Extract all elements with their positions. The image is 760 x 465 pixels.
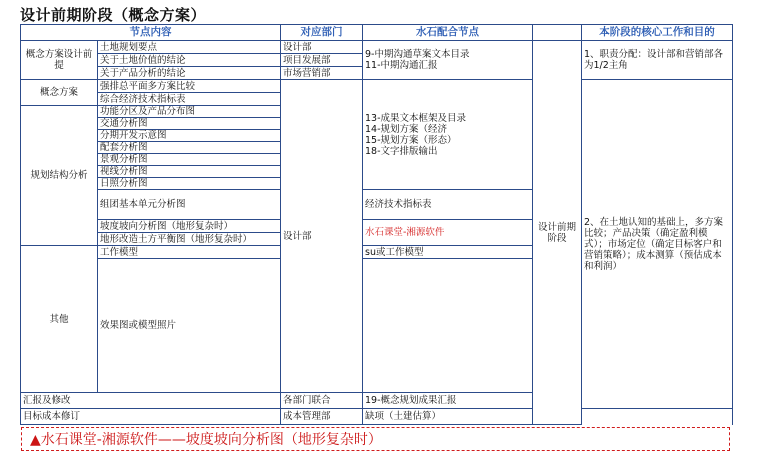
- item-slope-aspect: 坡度坡向分析图（地形复杂时）: [98, 220, 281, 233]
- item-cluster-unit: 组团基本单元分析图: [98, 190, 281, 220]
- stage-label: 设计前期阶段: [533, 41, 582, 425]
- node-line: 11-中期沟通汇报: [365, 60, 438, 71]
- dept-blank: [363, 259, 533, 393]
- item-report: 汇报及修改: [21, 393, 281, 409]
- dept-design: 设计部: [281, 41, 363, 54]
- item-layout-compare: 强排总平面多方案比较: [98, 80, 281, 93]
- item-land-planning: 土地规划要点: [98, 41, 281, 54]
- node-missing-estimate: 缺项（土建估算）: [363, 409, 533, 425]
- item-land-value: 关于土地价值的结论: [98, 54, 281, 67]
- node-midterm: [363, 41, 533, 80]
- header-node-content: 节点内容: [21, 25, 281, 41]
- category-concept-premise: 概念方案设计前提: [21, 41, 98, 80]
- node-xiangyuan-software: 水石课堂-湘源软件: [363, 220, 533, 246]
- item-earthwork: 地形改造土方平衡图（地形复杂时）: [98, 233, 281, 246]
- node-su-model: su或工作模型: [363, 246, 533, 259]
- node-line: 13-成果文本框架及目录: [365, 112, 467, 124]
- node-line: 14-规划方案（经济: [365, 123, 448, 135]
- header-blank: [533, 25, 582, 41]
- item-function-zone: 功能分区及产品分布图: [98, 106, 281, 118]
- item-landscape: 景观分析图: [98, 154, 281, 166]
- node-econ-index: 经济技术指标表: [363, 190, 533, 220]
- figure-caption: ▲水石课堂-湘源软件——坡度坡向分析图（地形复杂时）: [21, 427, 730, 451]
- item-work-model: 工作模型: [98, 246, 281, 259]
- item-phasing: 分期开发示意图: [98, 130, 281, 142]
- item-tech-index: 综合经济技术指标表: [98, 93, 281, 106]
- dept-joint: 各部门联合: [281, 393, 363, 409]
- core-item-1: 1、职责分配：设计部和营销部各为1/2主角: [582, 41, 733, 80]
- item-cost-revise: 目标成本修订: [21, 409, 281, 425]
- category-structure: 规划结构分析: [21, 106, 98, 246]
- header-shuishi-node: 水石配合节点: [363, 25, 533, 41]
- node-line: 9-中期沟通草案文本目录: [365, 49, 470, 60]
- core-item-2: 2、在土地认知的基础上，多方案比较；产品决策（确定盈利模式）；市场定位（确定目标客户和营销策略）；成本测算（预估成本和利润）: [582, 80, 733, 409]
- node-deliverables: [363, 80, 533, 190]
- node-concept-report: 19-概念规划成果汇报: [363, 393, 533, 409]
- item-traffic: 交通分析图: [98, 118, 281, 130]
- header-department: 对应部门: [281, 25, 363, 41]
- item-renderings: 效果图或模型照片: [98, 259, 281, 393]
- category-other: 其他: [21, 246, 98, 393]
- node-line: 15-规划方案（形态）: [365, 134, 457, 146]
- dept-design-merged: 设计部: [281, 80, 363, 393]
- item-facilities: 配套分析图: [98, 142, 281, 154]
- page-title: 设计前期阶段（概念方案）: [20, 6, 207, 24]
- item-product-analysis: 关于产品分析的结论: [98, 67, 281, 80]
- dept-marketing: 市场营销部: [281, 67, 363, 80]
- item-sightline: 视线分析图: [98, 166, 281, 178]
- dept-cost: 成本管理部: [281, 409, 363, 425]
- dept-project-dev: 项目发展部: [281, 54, 363, 67]
- header-core-work: 本阶段的核心工作和目的: [582, 25, 733, 41]
- work-table: [20, 24, 733, 425]
- node-line: 18-文字排版输出: [365, 145, 438, 157]
- category-concept-plan: 概念方案: [21, 80, 98, 106]
- item-sunlight: 日照分析图: [98, 178, 281, 190]
